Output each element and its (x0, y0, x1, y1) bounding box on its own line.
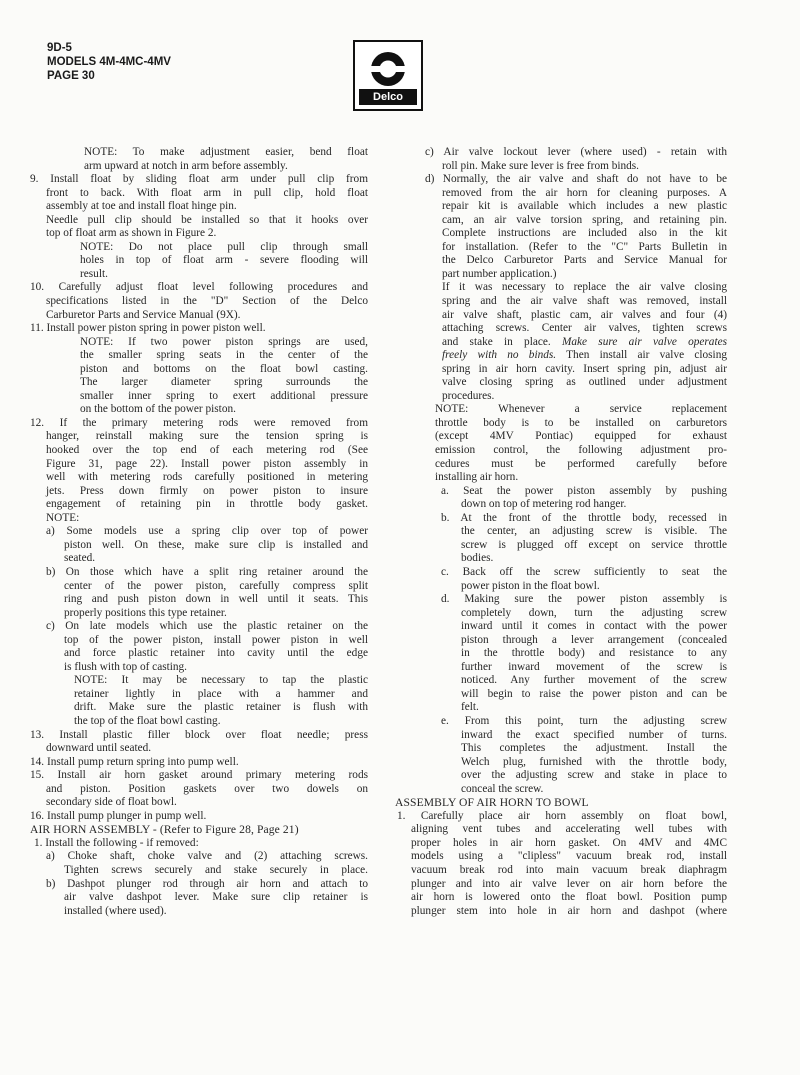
line-text: installed (where used). (64, 904, 167, 917)
line-text: piston and bottoms on the float bowl casting. (80, 362, 368, 375)
line-text: proper holes in air horn gasket. On 4MV and 4MC (411, 836, 727, 849)
line-text: and piston. Position gaskets over two dowels on (46, 782, 368, 795)
text-line (395, 417, 727, 431)
text-line (30, 241, 368, 255)
text-line (395, 850, 727, 864)
line-text: ASSEMBLY OF AIR HORN TO BOWL (395, 796, 589, 810)
text-line (30, 525, 368, 539)
models-line: MODELS 4M-4MC-4MV (47, 56, 171, 68)
text-line (395, 756, 727, 770)
text-line (30, 173, 368, 187)
text-line (395, 322, 727, 336)
line-text: part number application.) (442, 267, 557, 280)
line-text: completely down, turn the adjusting screw (461, 606, 727, 619)
text-line (395, 200, 727, 214)
text-line (30, 674, 368, 688)
line-text: drift. Make sure the plastic retainer is flush with (74, 701, 368, 714)
line-text: arm upward at notch in arm before assembly. (84, 159, 288, 172)
line-text: procedures. (442, 389, 495, 402)
line-text: The larger diameter spring surrounds the (80, 376, 368, 389)
text-line (30, 796, 368, 810)
line-text: Welch plug, furnished with the throttle body, (461, 755, 727, 768)
text-line (30, 390, 368, 404)
line-text: noticed. Any further movement of the screw (461, 674, 727, 687)
text-line (30, 485, 368, 499)
line-text: the center, an adjusting screw is visible. The (461, 525, 727, 538)
line-text: seated. (64, 552, 96, 565)
text-line (395, 905, 727, 919)
line-text: NOTE: Do not place pull clip through small (80, 240, 368, 253)
text-line (395, 742, 727, 756)
text-line (395, 661, 727, 675)
text-line (30, 878, 368, 892)
line-text: Then install air valve closing (566, 349, 727, 362)
text-line (395, 349, 727, 363)
text-line (30, 417, 368, 431)
text-line (395, 485, 727, 499)
line-text: 1. Install the following - if removed: (34, 836, 199, 849)
text-line (395, 688, 727, 702)
page-number: PAGE 30 (47, 70, 95, 82)
section-heading (30, 823, 368, 837)
text-line (30, 268, 368, 282)
delco-emblem-icon (364, 48, 412, 90)
text-line (30, 729, 368, 743)
line-text: retainer lightly in place with a hammer and (74, 687, 368, 700)
text-line (395, 187, 727, 201)
text-line (30, 187, 368, 201)
text-line (30, 363, 368, 377)
line-text: the smaller spring seats in the center of the (80, 349, 368, 362)
line-text: NOTE: It may be necessary to tap the plastic (74, 674, 368, 687)
line-text: Complete instructions are included also in the kit (442, 227, 727, 240)
text-line (395, 471, 727, 485)
text-line (395, 146, 727, 160)
text-line (395, 647, 727, 661)
text-line (30, 512, 368, 526)
text-line (30, 471, 368, 485)
text-line (30, 498, 368, 512)
text-line (395, 525, 727, 539)
text-line (30, 864, 368, 878)
line-text: cedures must be performed carefully before (435, 457, 727, 470)
text-line (30, 661, 368, 675)
text-line (395, 891, 727, 905)
text-line (395, 458, 727, 472)
line-text: d) Normally, the air valve and shaft do not have to be (425, 173, 727, 186)
text-line (30, 254, 368, 268)
text-line (30, 295, 368, 309)
text-line (30, 566, 368, 580)
text-line (395, 878, 727, 892)
text-line (30, 539, 368, 553)
text-line (395, 620, 727, 634)
text-line (30, 783, 368, 797)
text-line (30, 715, 368, 729)
line-text: NOTE: If two power piston springs are used, (80, 335, 368, 348)
text-line (395, 173, 727, 187)
text-line (30, 905, 368, 919)
line-text: air valve dashpot lever. Make sure clip retainer is (64, 891, 368, 904)
text-line (30, 688, 368, 702)
line-text: down on top of metering rod hanger. (461, 498, 627, 511)
line-text: emission control, the following adjustment pro- (435, 444, 727, 457)
line-text: a. Seat the power piston assembly by pushing (441, 484, 727, 497)
line-text: Tighten screws securely and stake securely in place. (64, 863, 368, 876)
text-line (30, 593, 368, 607)
line-text: further inward movement of the screw is (461, 660, 727, 673)
line-text: piston through a lever arrangement (concealed (461, 633, 727, 646)
line-text: aligning vent tubes and accelerating well tubes with (411, 823, 727, 836)
line-text: the Delco Carburetor Parts and Service Manual for (442, 254, 727, 267)
text-line (395, 823, 727, 837)
line-text: screw is plugged off except on service throttle (461, 538, 727, 551)
text-line (395, 607, 727, 621)
line-text: plunger and into air valve lever on air horn before the (411, 877, 727, 890)
section-heading (395, 796, 727, 810)
line-text: hooked over the top end of each metering rod (See (46, 444, 368, 457)
text-line (395, 281, 727, 295)
line-text: 12. If the primary metering rods were removed from (30, 416, 368, 429)
line-text: bodies. (461, 552, 494, 565)
text-line (395, 593, 727, 607)
line-text: smaller inner spring to exert additional pressure (80, 389, 368, 402)
line-text: downward until seated. (46, 742, 152, 755)
text-line (30, 580, 368, 594)
line-text: felt. (461, 701, 479, 714)
text-line (395, 769, 727, 783)
line-text: Carburetor Parts and Service Manual (9X). (46, 308, 241, 321)
line-text: e. From this point, turn the adjusting screw (441, 714, 727, 727)
line-text: in the throttle body) and resistance to any (461, 647, 727, 660)
right-column (395, 146, 727, 918)
text-line (395, 864, 727, 878)
text-line (30, 458, 368, 472)
text-line (395, 160, 727, 174)
line-text: conceal the screw. (461, 782, 544, 795)
line-text: holes in top of float arm - severe flooding will (80, 254, 368, 267)
text-line (395, 701, 727, 715)
line-text: removed from the air horn for cleaning purposes. A (442, 186, 727, 199)
line-text: b. At the front of the throttle body, recessed in (441, 511, 727, 524)
line-text: 11. Install power piston spring in power piston well. (30, 322, 266, 335)
text-line (395, 444, 727, 458)
text-line (395, 580, 727, 594)
line-text: This completes the adjustment. Install the (461, 742, 727, 755)
text-line (30, 742, 368, 756)
line-text: top of float arm as shown in Figure 2. (46, 227, 217, 240)
text-line (395, 566, 727, 580)
text-line (30, 403, 368, 417)
line-text: c) On late models which use the plastic retainer on the (46, 620, 368, 633)
line-text: engagement of retaining pin in throttle body gasket. (46, 498, 368, 511)
line-text: AIR HORN ASSEMBLY - (Refer to Figure 28, Page 21) (30, 823, 299, 837)
line-text: installing air horn. (435, 471, 519, 484)
delco-logo (353, 40, 423, 111)
line-text: d. Making sure the power piston assembly is (441, 593, 727, 606)
line-text: valve closing spring as outlined under adjustment (442, 376, 727, 389)
line-text: and force plastic retainer into cavity until the edge (64, 647, 368, 660)
line-text: piston well. On these, make sure clip is installed and (64, 538, 368, 551)
line-text: will begin to raise the power piston and can be (461, 687, 727, 700)
line-text: plunger stem into hole in air horn and dashpot (where (411, 904, 727, 917)
line-text: hanger, reinstall making sure the tension spring is (46, 430, 368, 443)
line-text: properly positions this type retainer. (64, 606, 227, 619)
italic-emphasis: freely with no binds. (442, 349, 557, 362)
line-text: repair kit is available which includes a new plastic (442, 200, 727, 213)
line-text: 9. Install float by sliding float arm under pull clip from (30, 173, 368, 186)
line-text: assembly at toe and install float hinge pin. (46, 200, 237, 213)
line-text: spring in air horn cavity. Insert spring pin, adjust air (442, 362, 727, 375)
line-text: ring and push piston down in well until it seats. This (64, 593, 368, 606)
line-text: front to back. With float arm in pull clip, hold float (46, 186, 368, 199)
logo-text: Delco (359, 89, 417, 105)
section-number: 9D-5 (47, 42, 72, 54)
text-line (395, 552, 727, 566)
text-line (395, 309, 727, 323)
line-text: over the adjusting screw and stake in place to (461, 769, 727, 782)
line-text: for installation. (Refer to the "C" Parts Bulletin in (442, 240, 727, 253)
line-text: a) Choke shaft, choke valve and (2) attaching screws. (46, 850, 368, 863)
line-text: 13. Install plastic filler block over float needle; press (30, 728, 368, 741)
line-text: cam, an air valve torsion spring, and retaining pin. (442, 213, 727, 226)
text-line (395, 390, 727, 404)
text-line (30, 756, 368, 770)
line-text: inward until it comes in contact with the power (461, 620, 727, 633)
line-text: top of the power piston, install power piston in well (64, 633, 368, 646)
text-line (395, 498, 727, 512)
text-line (395, 268, 727, 282)
line-text: secondary side of float bowl. (46, 796, 177, 809)
text-line (30, 647, 368, 661)
text-line (30, 430, 368, 444)
text-line (30, 837, 368, 851)
line-text: specifications listed in the "D" Section of the Delco (46, 295, 368, 308)
line-text: center of the power piston, carefully compress split (64, 579, 368, 592)
text-line (395, 512, 727, 526)
line-text: NOTE: To make adjustment easier, bend float (84, 146, 368, 158)
text-line (30, 309, 368, 323)
line-text: on the bottom of the power piston. (80, 403, 236, 416)
text-line (30, 214, 368, 228)
line-text: 16. Install pump plunger in pump well. (30, 809, 207, 822)
text-line (30, 322, 368, 336)
line-text: b) On those which have a split ring retainer around the (46, 565, 368, 578)
text-line (30, 376, 368, 390)
line-text: spring and the air valve shaft was removed, install (442, 295, 727, 308)
text-line (395, 539, 727, 553)
line-text: power piston in the float bowl. (461, 579, 600, 592)
text-line (395, 715, 727, 729)
line-text: models using a "clipless" vacuum break rod, install (411, 850, 727, 863)
line-text: vacuum break rod into main vacuum break diaphragm (411, 863, 727, 876)
text-line (30, 810, 368, 824)
text-line (395, 634, 727, 648)
text-line (30, 607, 368, 621)
line-text: 1. Carefully place air horn assembly on float bowl, (397, 809, 727, 822)
line-text: attaching screws. Center air valves, tighten screws (442, 322, 727, 335)
line-text: (except 4MV Pontiac) equipped for exhaust (435, 430, 727, 443)
line-text: Needle pull clip should be installed so that it hooks over (46, 213, 368, 226)
text-line (395, 214, 727, 228)
line-text: the top of the float bowl casting. (74, 714, 221, 727)
line-text: is flush with top of casting. (64, 660, 188, 673)
text-line (30, 160, 368, 174)
line-text: throttle body is to be installed on carburetors (435, 416, 727, 429)
text-line (395, 783, 727, 797)
text-line (395, 837, 727, 851)
text-line (395, 227, 727, 241)
text-line (395, 810, 727, 824)
text-line (395, 729, 727, 743)
text-line (395, 295, 727, 309)
text-line (30, 634, 368, 648)
text-line (395, 241, 727, 255)
line-text: If it was necessary to replace the air valve closing (442, 281, 727, 294)
line-text: 14. Install pump return spring into pump well. (30, 755, 239, 768)
line-text: well with metering rods carefully positioned in metering (46, 471, 368, 484)
text-line (30, 552, 368, 566)
text-line (395, 674, 727, 688)
italic-emphasis: Make sure air valve operates (561, 335, 727, 348)
line-text: air valve shaft, plastic cam, air valves and four (4) (442, 308, 727, 321)
line-text: b) Dashpot plunger rod through air horn and attach to (46, 877, 368, 890)
text-line (30, 701, 368, 715)
text-line (395, 336, 727, 350)
text-line (30, 349, 368, 363)
line-text: roll pin. Make sure lever is free from binds. (442, 159, 640, 172)
text-line (30, 200, 368, 214)
page-header (47, 41, 171, 83)
line-text: and stake in place. (442, 335, 551, 348)
text-line (30, 891, 368, 905)
line-text: c) Air valve lockout lever (where used) - retain with (425, 146, 727, 158)
text-line (30, 620, 368, 634)
line-text: Figure 31, page 22). Install power piston assembly in (46, 457, 368, 470)
line-text: c. Back off the screw sufficiently to seat the (441, 565, 727, 578)
text-line (395, 430, 727, 444)
line-text: 10. Carefully adjust float level following procedures and (30, 281, 368, 294)
line-text: 15. Install air horn gasket around primary metering rods (30, 769, 368, 782)
text-line (30, 336, 368, 350)
text-line (30, 850, 368, 864)
line-text: inward the exact specified number of turns. (461, 728, 727, 741)
text-line (395, 254, 727, 268)
line-text: air horn is lowered onto the float bowl. Position pump (411, 891, 727, 904)
left-column (30, 146, 368, 918)
line-text: jets. Press down firmly on power piston to insure (46, 484, 368, 497)
text-line (30, 444, 368, 458)
text-line (30, 281, 368, 295)
text-line (30, 146, 368, 160)
line-text: a) Some models use a spring clip over top of power (46, 525, 368, 538)
text-line (395, 376, 727, 390)
line-text: NOTE: Whenever a service replacement (435, 403, 727, 416)
text-line (395, 403, 727, 417)
line-text: NOTE: (46, 511, 80, 524)
text-line (30, 227, 368, 241)
line-text: result. (80, 267, 108, 280)
text-line (395, 363, 727, 377)
text-line (30, 769, 368, 783)
